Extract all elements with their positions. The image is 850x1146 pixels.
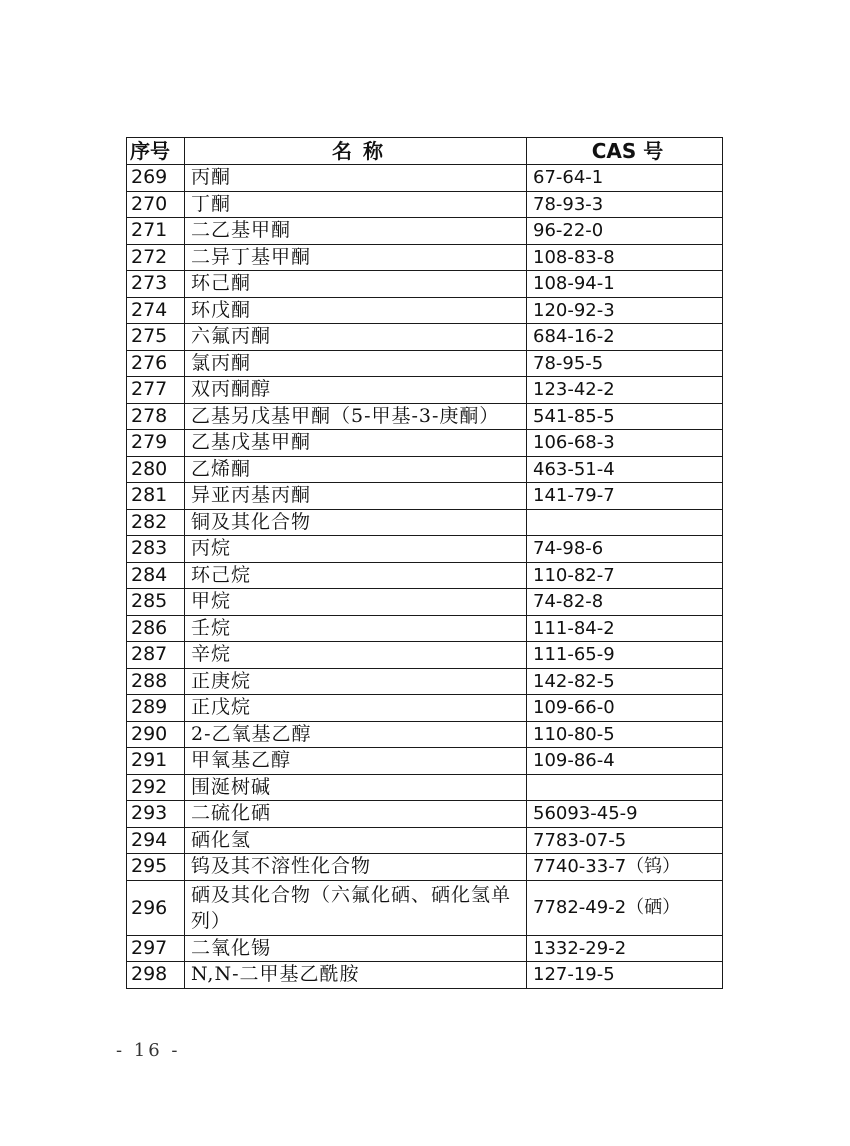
table-row: [127, 589, 723, 616]
row-cas-number: 96-22-0: [527, 218, 723, 245]
row-serial-number: 294: [127, 827, 185, 854]
row-cas-number: 111-65-9: [527, 642, 723, 669]
table-row: [127, 191, 723, 218]
row-serial-number: 275: [127, 324, 185, 351]
row-cas-number: 7782-49-2（硒）: [527, 880, 723, 935]
row-serial-number: 296: [127, 880, 185, 935]
header-cas-number: CAS 号: [527, 138, 723, 165]
row-serial-number: 279: [127, 430, 185, 457]
table-row: [127, 509, 723, 536]
row-serial-number: 286: [127, 615, 185, 642]
table-row: [127, 562, 723, 589]
row-cas-number: [527, 774, 723, 801]
row-chemical-name: 二异丁基甲酮: [185, 244, 527, 271]
table-row: [127, 854, 723, 881]
table-row: [127, 244, 723, 271]
row-serial-number: 298: [127, 962, 185, 989]
row-serial-number: 269: [127, 165, 185, 192]
row-cas-number: 74-82-8: [527, 589, 723, 616]
page-number: - 16 -: [116, 1040, 181, 1061]
table-row: [127, 430, 723, 457]
table-row: [127, 721, 723, 748]
row-serial-number: 289: [127, 695, 185, 722]
table-row: [127, 695, 723, 722]
row-serial-number: 290: [127, 721, 185, 748]
row-chemical-name: 正庚烷: [185, 668, 527, 695]
row-serial-number: 272: [127, 244, 185, 271]
row-chemical-name: N,N-二甲基乙酰胺: [185, 962, 527, 989]
row-cas-number: 109-66-0: [527, 695, 723, 722]
row-chemical-name: 丁酮: [185, 191, 527, 218]
row-cas-number: 67-64-1: [527, 165, 723, 192]
row-chemical-name: 二硫化硒: [185, 801, 527, 828]
row-serial-number: 278: [127, 403, 185, 430]
row-serial-number: 280: [127, 456, 185, 483]
table-row: [127, 642, 723, 669]
row-cas-number: 110-80-5: [527, 721, 723, 748]
row-cas-number: 74-98-6: [527, 536, 723, 563]
table-row: [127, 827, 723, 854]
row-cas-number: 463-51-4: [527, 456, 723, 483]
row-chemical-name: 铜及其化合物: [185, 509, 527, 536]
row-serial-number: 293: [127, 801, 185, 828]
row-chemical-name: 双丙酮醇: [185, 377, 527, 404]
table-row: [127, 324, 723, 351]
row-serial-number: 274: [127, 297, 185, 324]
row-serial-number: 291: [127, 748, 185, 775]
row-chemical-name: 甲烷: [185, 589, 527, 616]
row-cas-number: 141-79-7: [527, 483, 723, 510]
row-serial-number: 271: [127, 218, 185, 245]
row-cas-number: 106-68-3: [527, 430, 723, 457]
row-chemical-name: 氯丙酮: [185, 350, 527, 377]
row-cas-number: [527, 509, 723, 536]
row-chemical-name: 钨及其不溶性化合物: [185, 854, 527, 881]
row-cas-number: 123-42-2: [527, 377, 723, 404]
row-chemical-name: 二乙基甲酮: [185, 218, 527, 245]
row-chemical-name: 六氟丙酮: [185, 324, 527, 351]
table-row: [127, 935, 723, 962]
row-cas-number: 684-16-2: [527, 324, 723, 351]
row-cas-number: 78-95-5: [527, 350, 723, 377]
row-chemical-name: 正戊烷: [185, 695, 527, 722]
row-cas-number: 1332-29-2: [527, 935, 723, 962]
row-chemical-name: 壬烷: [185, 615, 527, 642]
row-chemical-name: 乙基戊基甲酮: [185, 430, 527, 457]
table-row: [127, 165, 723, 192]
table-row: [127, 801, 723, 828]
row-cas-number: 110-82-7: [527, 562, 723, 589]
row-chemical-name: 硒化氢: [185, 827, 527, 854]
row-serial-number: 276: [127, 350, 185, 377]
row-cas-number: 7740-33-7（钨）: [527, 854, 723, 881]
row-serial-number: 292: [127, 774, 185, 801]
table-header-row: [127, 138, 723, 165]
table-row: [127, 615, 723, 642]
row-chemical-name: 丙酮: [185, 165, 527, 192]
row-cas-number: 142-82-5: [527, 668, 723, 695]
table-row: [127, 218, 723, 245]
table-row: [127, 350, 723, 377]
row-chemical-name: 异亚丙基丙酮: [185, 483, 527, 510]
row-serial-number: 270: [127, 191, 185, 218]
row-cas-number: 108-83-8: [527, 244, 723, 271]
row-chemical-name: 硒及其化合物（六氟化硒、硒化氢单列）: [185, 880, 527, 935]
row-serial-number: 284: [127, 562, 185, 589]
row-serial-number: 288: [127, 668, 185, 695]
row-cas-number: 127-19-5: [527, 962, 723, 989]
row-serial-number: 281: [127, 483, 185, 510]
row-chemical-name: 二氧化锡: [185, 935, 527, 962]
row-cas-number: 109-86-4: [527, 748, 723, 775]
row-cas-number: 78-93-3: [527, 191, 723, 218]
table-row: [127, 668, 723, 695]
table-row: [127, 403, 723, 430]
header-serial-number: 序号: [127, 138, 185, 165]
row-chemical-name: 围涎树碱: [185, 774, 527, 801]
row-chemical-name: 2-乙氧基乙醇: [185, 721, 527, 748]
table-row: [127, 536, 723, 563]
row-serial-number: 287: [127, 642, 185, 669]
table-row: [127, 456, 723, 483]
table-row: [127, 774, 723, 801]
row-chemical-name: 丙烷: [185, 536, 527, 563]
row-chemical-name: 乙烯酮: [185, 456, 527, 483]
table-row: [127, 962, 723, 989]
row-serial-number: 277: [127, 377, 185, 404]
row-cas-number: 56093-45-9: [527, 801, 723, 828]
row-chemical-name: 辛烷: [185, 642, 527, 669]
row-serial-number: 282: [127, 509, 185, 536]
row-chemical-name: 环己酮: [185, 271, 527, 298]
table-row: [127, 271, 723, 298]
row-cas-number: 7783-07-5: [527, 827, 723, 854]
table-row: [127, 297, 723, 324]
row-serial-number: 297: [127, 935, 185, 962]
table-row: [127, 483, 723, 510]
row-chemical-name: 环戊酮: [185, 297, 527, 324]
row-cas-number: 541-85-5: [527, 403, 723, 430]
table-body: [127, 165, 723, 989]
header-name: 名 称: [185, 138, 527, 165]
row-chemical-name: 环己烷: [185, 562, 527, 589]
row-chemical-name: 乙基另戊基甲酮（5-甲基-3-庚酮）: [185, 403, 527, 430]
table-row: [127, 880, 723, 935]
row-serial-number: 285: [127, 589, 185, 616]
row-serial-number: 283: [127, 536, 185, 563]
row-cas-number: 120-92-3: [527, 297, 723, 324]
table-row: [127, 748, 723, 775]
row-serial-number: 295: [127, 854, 185, 881]
row-cas-number: 111-84-2: [527, 615, 723, 642]
row-chemical-name: 甲氧基乙醇: [185, 748, 527, 775]
row-serial-number: 273: [127, 271, 185, 298]
chemical-table: [126, 137, 723, 989]
table-row: [127, 377, 723, 404]
row-cas-number: 108-94-1: [527, 271, 723, 298]
